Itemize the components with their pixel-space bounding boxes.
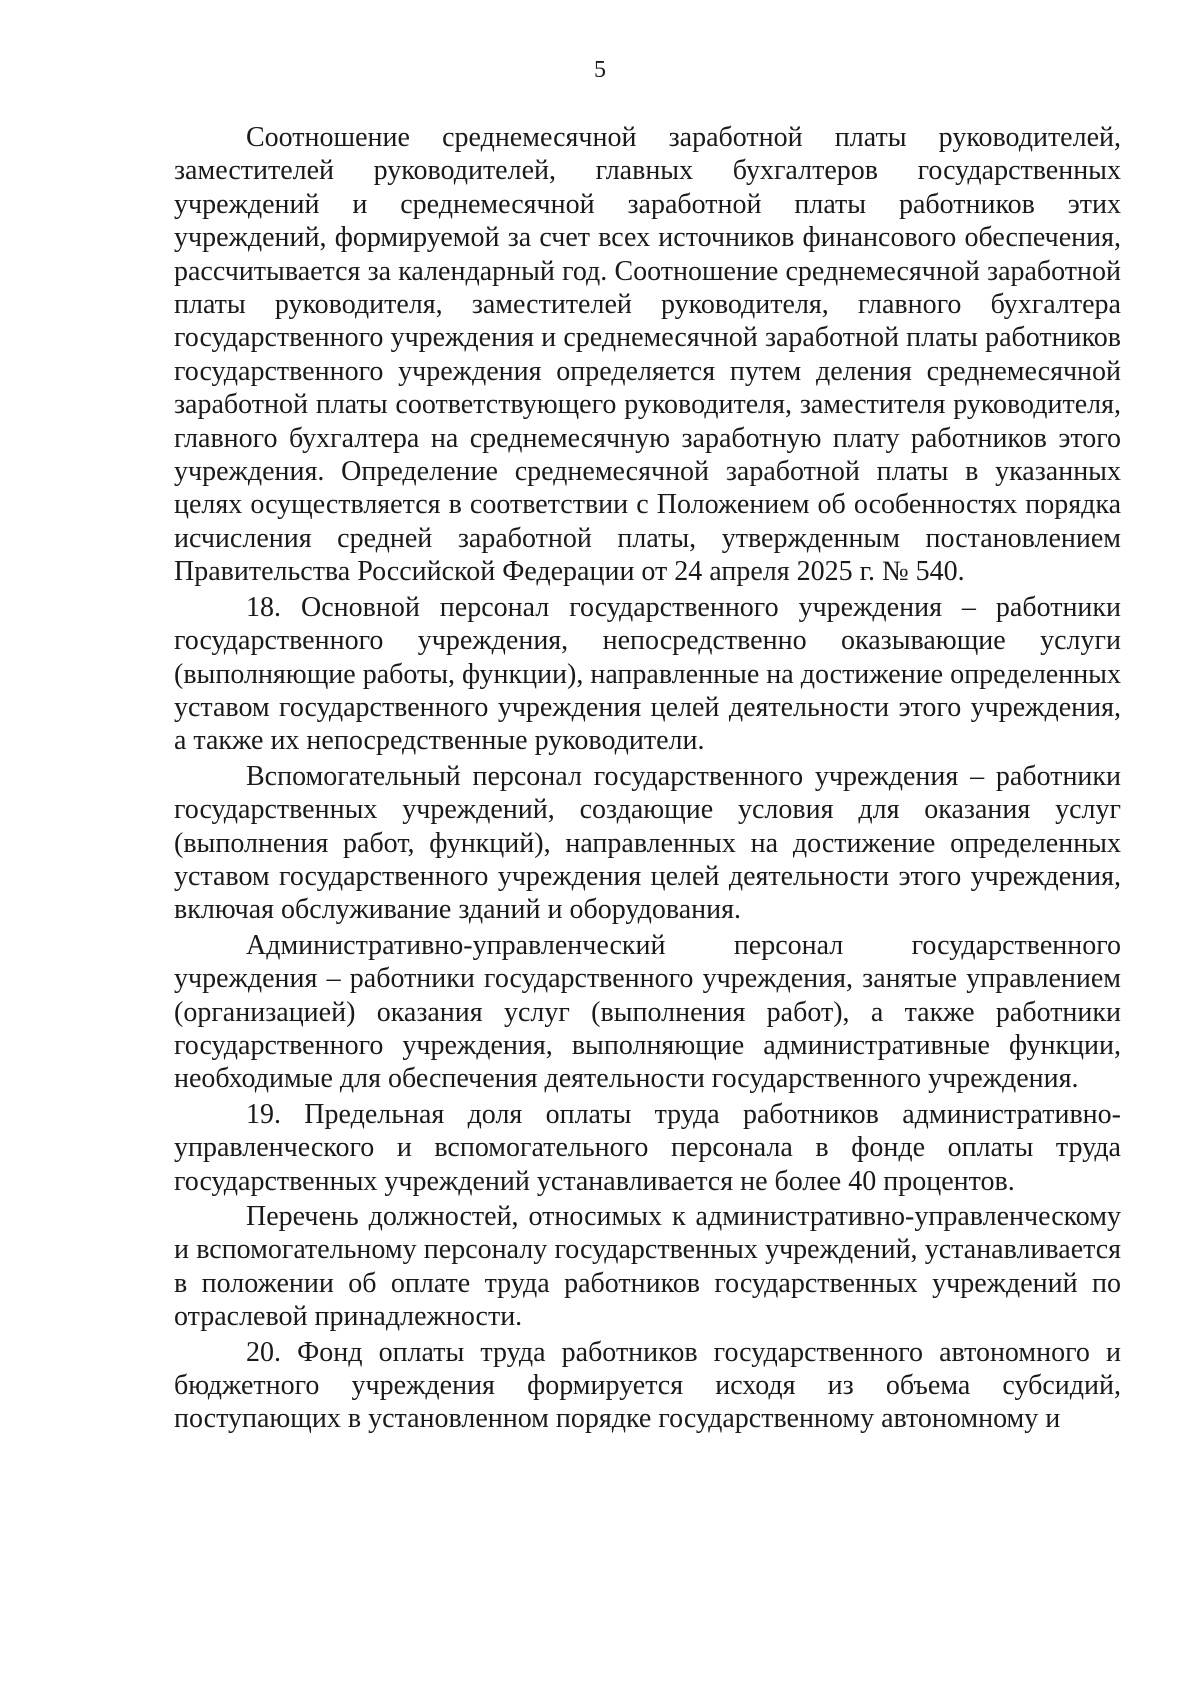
paragraph-19-limit-share: 19. Предельная доля оплаты труда работников административно-управленческого и вспомогательного персонала в фонде оплаты труда государственных учреждений устанавливается не более 40 процентов. [174, 1098, 1121, 1197]
paragraph-20-payroll-fund: 20. Фонд оплаты труда работников государственного автономного и бюджетного учреждения формируется исходя из объема субсидий, поступающих в установленном порядке государственному автономному и [174, 1336, 1121, 1435]
page-number: 5 [594, 57, 606, 83]
paragraph-admin-staff: Административно-управленческий персонал государственного учреждения – работники государственного учреждения, занятые управлением (организацией) оказания услуг (выполнения работ), а также работники государственного учреждения, выполняющие административные функции, необходимые для обеспечения деятельности государственного учреждения. [174, 929, 1121, 1095]
paragraph-18-main-staff: 18. Основной персонал государственного учреждения – работники государственного учреждения, непосредственно оказывающие услуги (выполняющие работы, функции), направленные на достижение определенных уставом государственного учреждения целей деятельности этого учреждения, а также их непосредственные руководители. [174, 591, 1121, 757]
paragraph-positions-list: Перечень должностей, относимых к административно-управленческому и вспомогательному персоналу государственных учреждений, устанавливается в положении об оплате труда работников государственных учреждений по отраслевой принадлежности. [174, 1201, 1121, 1333]
document-body [174, 121, 1121, 1436]
paragraph-salary-ratio: Соотношение среднемесячной заработной платы руководителей, заместителей руководителей, главных бухгалтеров государственных учреждений и среднемесячной заработной платы работников этих учреждений, формируемой за счет всех источников финансового обеспечения, рассчитывается за календарный год. Соотношение среднемесячной заработной платы руководителя, заместителей руководителя, главного бухгалтера государственного учреждения и среднемесячной заработной платы работников государственного учреждения определяется путем деления среднемесячной заработной платы соответствующего руководителя, заместителя руководителя, главного бухгалтера на среднемесячную заработную плату работников этого учреждения. Определение среднемесячной заработной платы в указанных целях осуществляется в соответствии с Положением об особенностях порядка исчисления средней заработной платы, утвержденным постановлением Правительства Российской Федерации от 24 апреля 2025 г. № 540. [174, 122, 1121, 588]
paragraph-auxiliary-staff: Вспомогательный персонал государственного учреждения – работники государственных учреждений, создающие условия для оказания услуг (выполнения работ, функций), направленных на достижение определенных уставом государственного учреждения целей деятельности этого учреждения, включая обслуживание зданий и оборудования. [174, 760, 1121, 926]
